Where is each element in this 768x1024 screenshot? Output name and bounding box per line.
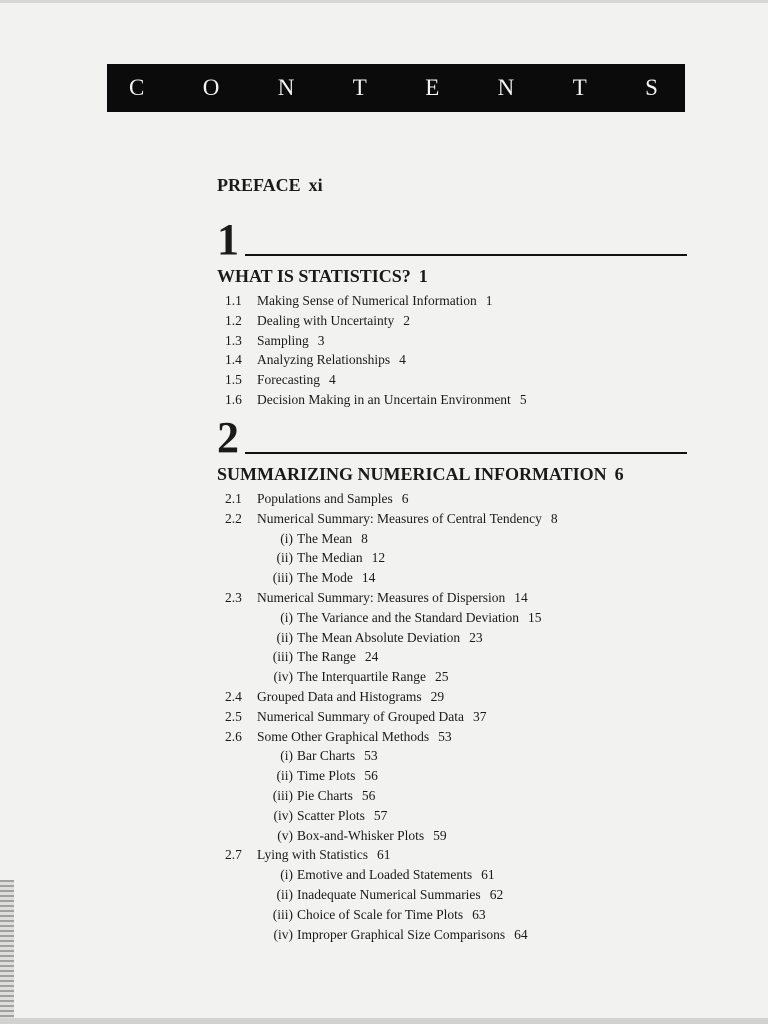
section-number: 2.4 [225, 688, 242, 704]
section-page: 4 [329, 372, 336, 388]
chapter-title-text: SUMMARIZING NUMERICAL INFORMATION [217, 464, 607, 484]
subsection-title: Pie Charts [297, 787, 353, 803]
subsection-entry [217, 529, 687, 549]
subsection-title: The Mean Absolute Deviation [297, 629, 461, 645]
subsection-number: (i) [280, 748, 293, 764]
subsection-page: 64 [514, 926, 528, 942]
subsection-title: Bar Charts [297, 748, 356, 764]
subsection-entry [217, 647, 687, 667]
section-number: 1.5 [225, 372, 242, 388]
section-title: Forecasting [257, 372, 320, 388]
section-title: Decision Making in an Uncertain Environment [257, 391, 511, 407]
section-entry [217, 291, 687, 311]
subsection-number: (iv) [273, 807, 293, 823]
chapter-number: 2 [217, 413, 239, 462]
subsection-number: (i) [280, 867, 293, 883]
scan-edge-bottom [0, 1018, 768, 1024]
section-entry [217, 727, 687, 747]
subsection-page: 63 [472, 906, 486, 922]
section-title: Making Sense of Numerical Information [257, 293, 477, 308]
section-entry [217, 588, 687, 608]
section-page: 8 [550, 510, 558, 526]
section-entry [217, 311, 687, 331]
subsection-number: (v) [277, 827, 293, 843]
scan-edge-left [0, 880, 14, 1024]
subsection-number: (iii) [272, 906, 293, 922]
subsection-number: (i) [280, 530, 293, 546]
section-page: 37 [472, 708, 487, 724]
chapter-2 [217, 414, 687, 944]
section-page: 1 [485, 293, 493, 308]
chapter-header [217, 413, 687, 462]
banner-letter: T [352, 75, 368, 100]
section-title: Dealing with Uncertainty [257, 312, 395, 328]
banner-letter: S [645, 75, 659, 100]
contents-banner [107, 64, 685, 112]
subsection-entry [217, 925, 687, 945]
section-title: Grouped Data and Histograms [257, 688, 422, 704]
section-page: 29 [430, 688, 445, 704]
subsection-entry [217, 766, 687, 786]
banner-letter: T [572, 75, 588, 100]
subsection-page: 24 [364, 649, 379, 665]
section-title: Numerical Summary: Measures of Dispersion [257, 589, 506, 605]
subsection-entry [217, 806, 687, 826]
section-page: 5 [519, 391, 527, 407]
subsection-title: Emotive and Loaded Statements [297, 867, 473, 883]
subsection-page: 12 [371, 550, 386, 566]
subsection-number: (ii) [276, 886, 293, 902]
subsection-title: Improper Graphical Size Comparisons [297, 926, 506, 942]
subsection-title: The Mode [297, 570, 353, 586]
subsection-entry [217, 667, 687, 687]
section-number: 1.6 [225, 391, 242, 407]
subsection-page: 56 [361, 787, 376, 803]
subsection-page: 56 [364, 768, 378, 784]
section-list [217, 489, 687, 944]
section-entry [217, 845, 687, 865]
subsection-number: (iii) [272, 570, 293, 586]
subsection-title: The Range [297, 649, 356, 665]
chapter-title [217, 464, 687, 485]
subsection-page: 15 [528, 609, 542, 625]
preface-page: xi [308, 175, 323, 195]
section-number: 2.2 [225, 510, 242, 526]
banner-letter: O [202, 75, 221, 100]
section-entry [217, 350, 687, 370]
subsection-title: Box-and-Whisker Plots [297, 827, 425, 843]
subsection-title: The Median [297, 550, 363, 566]
chapter-1 [217, 216, 687, 410]
section-number: 1.4 [225, 352, 242, 368]
section-page: 53 [438, 728, 452, 744]
subsection-page: 14 [361, 570, 376, 586]
section-title: Numerical Summary: Measures of Central Tendency [257, 510, 542, 526]
subsection-title: The Mean [297, 530, 353, 546]
chapter-title [217, 266, 687, 287]
section-number: 2.3 [225, 589, 242, 605]
section-title: Populations and Samples [257, 491, 393, 506]
section-entry [217, 331, 687, 351]
subsection-entry [217, 885, 687, 905]
section-page: 6 [401, 491, 409, 506]
chapter-number: 1 [217, 215, 239, 264]
subsection-title: Scatter Plots [297, 807, 365, 823]
subsection-number: (iii) [272, 649, 293, 665]
subsection-entry [217, 548, 687, 568]
section-page: 61 [377, 847, 391, 863]
subsection-number: (iv) [273, 669, 293, 685]
subsection-page: 25 [434, 669, 449, 685]
section-number: 1.3 [225, 332, 242, 348]
subsection-page: 59 [433, 827, 447, 843]
chapter-rule [245, 254, 687, 256]
section-entry [217, 370, 687, 390]
subsection-title: Time Plots [297, 768, 356, 784]
section-number: 2.7 [225, 847, 242, 863]
section-entry [217, 707, 687, 727]
chapter-title-text: WHAT IS STATISTICS? [217, 266, 411, 286]
subsection-page: 62 [489, 886, 504, 902]
chapter-page: 1 [418, 266, 428, 286]
subsection-number: (iv) [273, 926, 293, 942]
section-entry [217, 390, 687, 410]
preface-label: PREFACE [217, 175, 301, 195]
section-number: 1.2 [225, 312, 242, 328]
subsection-number: (ii) [276, 768, 293, 784]
section-page: 4 [399, 352, 406, 368]
subsection-title: The Variance and the Standard Deviation [297, 609, 520, 625]
section-number: 2.1 [225, 491, 242, 506]
subsection-entry [217, 865, 687, 885]
section-page: 2 [403, 312, 410, 328]
subsection-entry [217, 826, 687, 846]
banner-letter: N [497, 75, 516, 100]
subsection-title: Choice of Scale for Time Plots [297, 906, 464, 922]
section-number: 1.1 [225, 293, 242, 308]
subsection-entry [217, 786, 687, 806]
preface-entry [217, 175, 323, 196]
subsection-title: The Interquartile Range [297, 669, 426, 685]
banner-letter: C [129, 75, 146, 100]
subsection-page: 23 [469, 629, 483, 645]
chapter-header [217, 215, 687, 264]
section-title: Some Other Graphical Methods [257, 728, 430, 744]
scan-edge-top [0, 0, 768, 3]
section-number: 2.6 [225, 728, 242, 744]
subsection-entry [217, 905, 687, 925]
section-entry [217, 489, 687, 509]
section-page: 3 [317, 332, 325, 348]
subsection-number: (ii) [276, 629, 293, 645]
chapter-rule [245, 452, 687, 454]
section-page: 14 [514, 589, 528, 605]
section-title: Analyzing Relationships [257, 352, 391, 368]
chapter-page: 6 [614, 464, 624, 484]
subsection-title: Inadequate Numerical Summaries [297, 886, 481, 902]
section-entry [217, 687, 687, 707]
subsection-entry [217, 568, 687, 588]
subsection-page: 61 [481, 867, 495, 883]
subsection-number: (iii) [272, 787, 293, 803]
section-entry [217, 509, 687, 529]
subsection-page: 53 [364, 748, 378, 764]
section-list [217, 291, 687, 410]
subsection-entry [217, 746, 687, 766]
section-number: 2.5 [225, 708, 242, 724]
section-title: Sampling [257, 332, 309, 348]
subsection-entry [217, 628, 687, 648]
subsection-number: (i) [280, 609, 293, 625]
subsection-entry [217, 608, 687, 628]
section-title: Lying with Statistics [257, 847, 369, 863]
subsection-page: 8 [361, 530, 368, 546]
subsection-page: 57 [373, 807, 388, 823]
banner-letter: N [277, 75, 296, 100]
section-title: Numerical Summary of Grouped Data [257, 708, 464, 724]
subsection-number: (ii) [276, 550, 293, 566]
banner-letter: E [425, 75, 441, 100]
